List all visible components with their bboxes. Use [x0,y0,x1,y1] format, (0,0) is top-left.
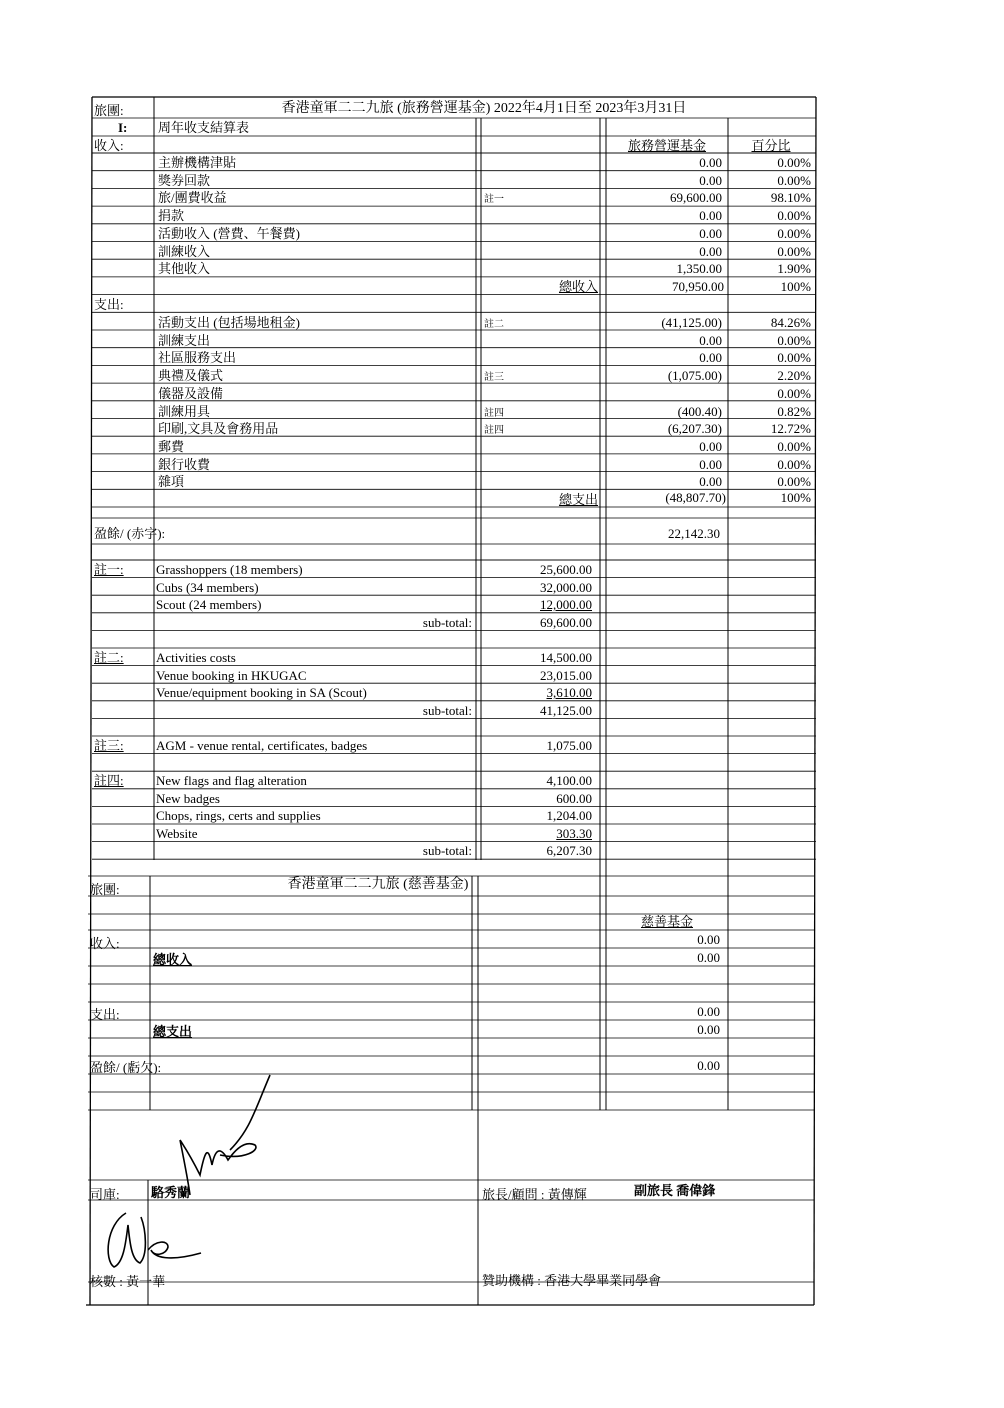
charity-expense-label: 支出: [90,1007,120,1022]
auditor-label: 核數 : 黃一華 [90,1274,166,1289]
total-income-label: 總收入 [558,279,598,294]
charity-total-expense-label: 總支出 [153,1024,193,1039]
expense-item-percent: 12.72% [770,421,811,437]
handwritten-signature-auditor [96,1205,206,1275]
income-item-name: 主辦機構津貼 [158,155,237,170]
deputy-leader: 副旅長 喬偉鋒 [634,1183,716,1198]
note-subtotal-amount: 69,600.00 [540,614,592,630]
charity-total-income-value: 0.00 [697,950,720,965]
charity-title: 香港童軍二二九旅 (慈善基金) [287,877,469,892]
percent-column-header: 百分比 [751,138,791,153]
note-item-text: Venue booking in HKUGAC [156,667,307,683]
income-item-percent: 0.00% [777,225,811,241]
note-item-amount: 3,610.00 [546,685,592,701]
expense-item-amount: 0.00 [699,456,722,472]
income-item-name: 訓練收入 [158,243,211,259]
income-item-amount: 0.00 [699,172,722,188]
unit-label: 旅團: [94,103,124,118]
sponsor-label: 贊助機構 : 香港大學畢業同學會 [482,1273,662,1288]
expense-item-name: 郵費 [158,438,185,454]
note-item-amount: 32,000.00 [540,579,592,595]
expense-item-amount: 0.00 [699,474,722,490]
section-title: 周年收支結算表 [158,120,250,135]
expense-item-percent: 2.20% [777,368,811,384]
note-item-text: New flags and flag alteration [156,773,307,788]
treasurer-name: 駱秀蘭 [151,1185,191,1200]
note-item-text: New badges [156,790,220,806]
expense-item-percent: 0.00% [777,332,811,348]
expense-item-name: 訓練支出 [158,332,211,348]
income-item-amount: 0.00 [699,243,722,259]
note-item-amount: 12,000.00 [540,597,592,613]
total-income-amount: 70,950.00 [672,279,724,294]
expense-item-name: 訓練用具 [158,403,211,419]
note-item-text: Venue/equipment booking in SA (Scout) [156,685,367,701]
expense-item-amount: (41,125.00) [661,315,722,330]
expense-item-note: 註四 [484,407,504,419]
income-item-note: 註一 [484,194,504,206]
expense-item-percent: 0.00% [777,438,811,454]
income-item-name: 其他收入 [158,261,211,277]
note-item-amount: 25,600.00 [540,562,592,577]
expense-item-amount: 0.00 [699,332,722,348]
charity-total-income-label: 總收入 [153,952,193,967]
note-label: 註一: [94,562,124,577]
note-item-text: Website [156,825,198,841]
expense-item-name: 社區服務支出 [158,350,237,366]
note-item-amount: 4,100.00 [546,773,592,788]
total-expense-percent: 100% [780,490,811,505]
charity-income-value: 0.00 [697,932,720,947]
income-item-percent: 0.00% [777,155,811,170]
fund-column-header: 旅務營運基金 [627,138,706,153]
expense-item-percent: 0.82% [777,403,811,419]
handwritten-signature-treasurer [160,1070,290,1200]
treasurer-label: 司庫: [90,1187,120,1202]
note-item-amount: 14,500.00 [540,650,592,665]
expense-item-name: 印刷,文具及會務用品 [158,421,279,437]
note-subtotal-label: sub-total: [422,614,472,630]
total-income-percent: 100% [780,279,811,294]
note-item-text: Chops, rings, certs and supplies [156,808,321,824]
note-subtotal-label: sub-total: [422,702,472,718]
income-item-percent: 1.90% [777,261,811,277]
charity-total-expense-value: 0.00 [697,1022,720,1037]
surplus-amount: 22,142.30 [668,526,720,541]
note-item-amount: 600.00 [556,790,592,806]
expense-item-percent: 0.00% [777,385,811,401]
expense-item-name: 儀器及設備 [158,385,224,401]
expense-item-name: 雜項 [158,474,185,490]
income-item-percent: 0.00% [777,243,811,259]
grid-line [90,97,92,1305]
note-item-text: Scout (24 members) [156,597,262,613]
charity-surplus-label: 盈餘/ (虧欠): [90,1060,162,1075]
section-number: I: [118,120,128,135]
note-item-text: Activities costs [156,650,236,665]
expense-item-note: 註四 [484,425,504,437]
note-item-text: AGM - venue rental, certificates, badges [156,738,368,753]
income-item-percent: 0.00% [777,208,811,224]
income-label: 收入: [94,138,124,153]
expense-item-amount: 0.00 [699,438,722,454]
note-item-amount: 303.30 [556,825,592,841]
expense-item-amount: (6,207.30) [667,421,722,437]
note-item-amount: 23,015.00 [540,667,592,683]
note-item-text: Grasshoppers (18 members) [156,562,303,577]
note-item-amount: 1,075.00 [546,738,592,753]
charity-unit-label: 旅團: [90,882,120,897]
expense-item-amount: (400.40) [677,403,722,419]
income-item-amount: 0.00 [699,208,722,224]
expense-item-amount: 0.00 [699,350,722,366]
note-label: 註四: [94,773,124,788]
income-item-amount: 69,600.00 [670,190,722,206]
note-subtotal-label: sub-total: [422,843,472,859]
income-item-amount: 0.00 [699,155,722,170]
income-item-amount: 1,350.00 [676,261,722,277]
note-label: 註二: [94,650,124,665]
income-item-name: 活動收入 (營費、午餐費) [158,225,300,241]
expense-item-note: 註三 [484,372,504,384]
note-subtotal-amount: 41,125.00 [540,702,592,718]
expense-item-amount: (1,075.00) [667,368,722,384]
expense-item-name: 銀行收費 [158,456,211,472]
income-item-name: 捐款 [158,208,185,224]
note-label: 註三: [94,738,124,753]
expense-item-name: 活動支出 (包括場地租金) [158,315,300,330]
income-item-percent: 0.00% [777,172,811,188]
income-item-amount: 0.00 [699,225,722,241]
leader-label: 旅長/顧問 : 黃傳輝 [482,1187,587,1202]
expense-item-name: 典禮及儀式 [158,368,224,384]
expense-item-percent: 84.26% [770,315,811,330]
total-expense-label: 總支出 [558,492,598,507]
income-item-name: 旅/團費收益 [158,190,227,206]
expense-item-percent: 0.00% [777,456,811,472]
expense-item-percent: 0.00% [777,474,811,490]
charity-income-label: 收入: [90,936,120,951]
note-subtotal-amount: 6,207.30 [546,843,592,859]
expense-label: 支出: [94,297,124,312]
note-item-amount: 1,204.00 [546,808,592,824]
surplus-label: 盈餘/ (赤字): [94,526,166,541]
note-item-text: Cubs (34 members) [156,579,259,595]
income-item-percent: 98.10% [770,190,811,206]
income-item-name: 獎券回款 [158,172,211,188]
expense-item-note: 註二 [484,319,504,330]
charity-expense-value: 0.00 [697,1004,720,1019]
charity-fund-header: 慈善基金 [640,914,693,929]
charity-surplus-value: 0.00 [697,1058,720,1073]
statement-title: 香港童軍二二九旅 (旅務營運基金) 2022年4月1日至 2023年3月31日 [281,101,687,116]
total-expense-amount: (48,807.70) [665,490,726,505]
expense-item-percent: 0.00% [777,350,811,366]
